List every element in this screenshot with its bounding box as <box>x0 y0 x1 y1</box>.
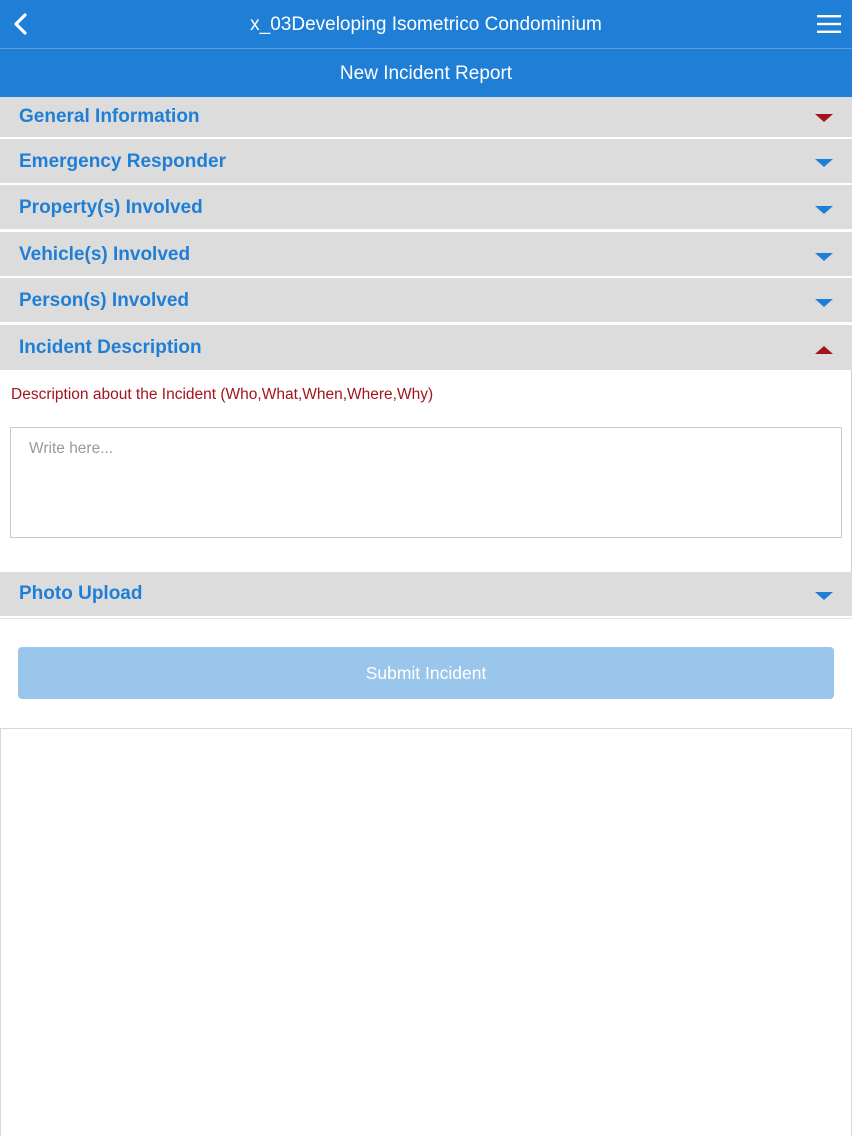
description-textarea[interactable] <box>10 427 842 538</box>
section-label: Vehicle(s) Involved <box>19 244 191 265</box>
section-label: Incident Description <box>19 337 202 358</box>
caret-down-icon <box>815 251 833 263</box>
chevron-left-icon <box>6 8 38 40</box>
section-label: Photo Upload <box>19 583 143 604</box>
caret-up-icon <box>815 344 833 356</box>
section-general-information[interactable] <box>0 97 852 141</box>
submit-area <box>0 618 852 729</box>
back-button[interactable] <box>6 8 38 40</box>
section-emergency-responder[interactable] <box>0 139 852 183</box>
empty-content-area <box>0 729 852 1136</box>
section-property-involved[interactable] <box>0 185 852 229</box>
section-person-involved[interactable] <box>0 278 852 322</box>
page-title: New Incident Report <box>0 49 852 97</box>
app-title: x_03Developing Isometrico Condominium <box>250 14 602 35</box>
caret-down-icon <box>815 204 833 216</box>
section-label: Property(s) Involved <box>19 197 203 218</box>
section-label: Emergency Responder <box>19 151 226 172</box>
caret-down-icon <box>815 112 833 124</box>
submit-incident-button[interactable]: Submit Incident <box>18 647 834 699</box>
section-photo-upload[interactable] <box>0 572 852 616</box>
section-label: General Information <box>19 106 200 127</box>
menu-button[interactable] <box>816 11 842 37</box>
caret-down-icon <box>815 157 833 169</box>
incident-description-panel <box>0 370 852 572</box>
caret-down-icon <box>815 590 833 602</box>
description-label: Description about the Incident (Who,What,When,Where,Why) <box>11 386 434 403</box>
app-header <box>0 0 852 49</box>
caret-down-icon <box>815 297 833 309</box>
section-vehicle-involved[interactable] <box>0 232 852 276</box>
hamburger-menu-icon <box>816 11 842 37</box>
section-incident-description[interactable] <box>0 325 852 370</box>
section-label: Person(s) Involved <box>19 290 189 311</box>
